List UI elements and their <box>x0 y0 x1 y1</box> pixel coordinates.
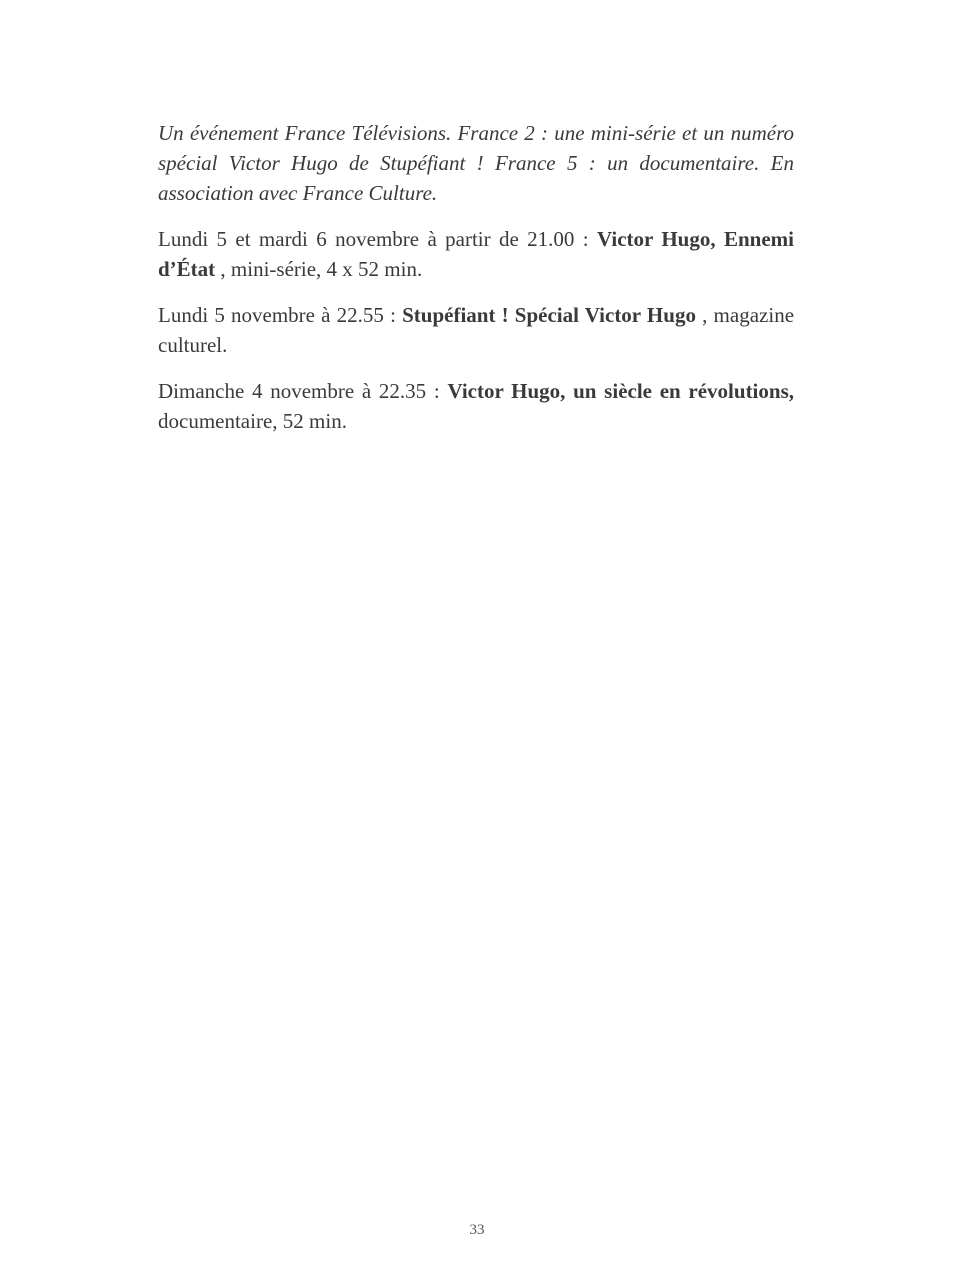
document-body <box>158 118 794 452</box>
page-number: 33 <box>469 1222 485 1238</box>
program-title: Stupéfiant ! Spécial Victor Hugo <box>402 303 696 327</box>
program-paragraph-2 <box>158 300 794 360</box>
program-details: , mini-série, 4 x 52 min. <box>215 257 423 281</box>
program-title: Victor Hugo, un siècle en révolutions, <box>447 379 794 403</box>
intro-paragraph: Un événement France Télévisions. France 2 : une mini-série et un numéro spécial Victor Hugo de Stupéfiant ! France 5 : un documentaire. En association avec France Culture. <box>158 121 794 205</box>
program-schedule: Lundi 5 novembre à 22.55 : <box>158 303 403 327</box>
program-paragraph-3 <box>158 376 794 436</box>
program-details: , magazine culturel. <box>158 303 795 357</box>
program-schedule: Dimanche 4 novembre à 22.35 : <box>158 379 448 403</box>
program-paragraph-1 <box>158 224 794 284</box>
program-schedule: Lundi 5 et mardi 6 novembre à partir de 21.00 : <box>158 227 597 251</box>
program-details: documentaire, 52 min. <box>158 409 347 433</box>
program-title: Victor Hugo, Ennemi d’État <box>158 227 794 281</box>
